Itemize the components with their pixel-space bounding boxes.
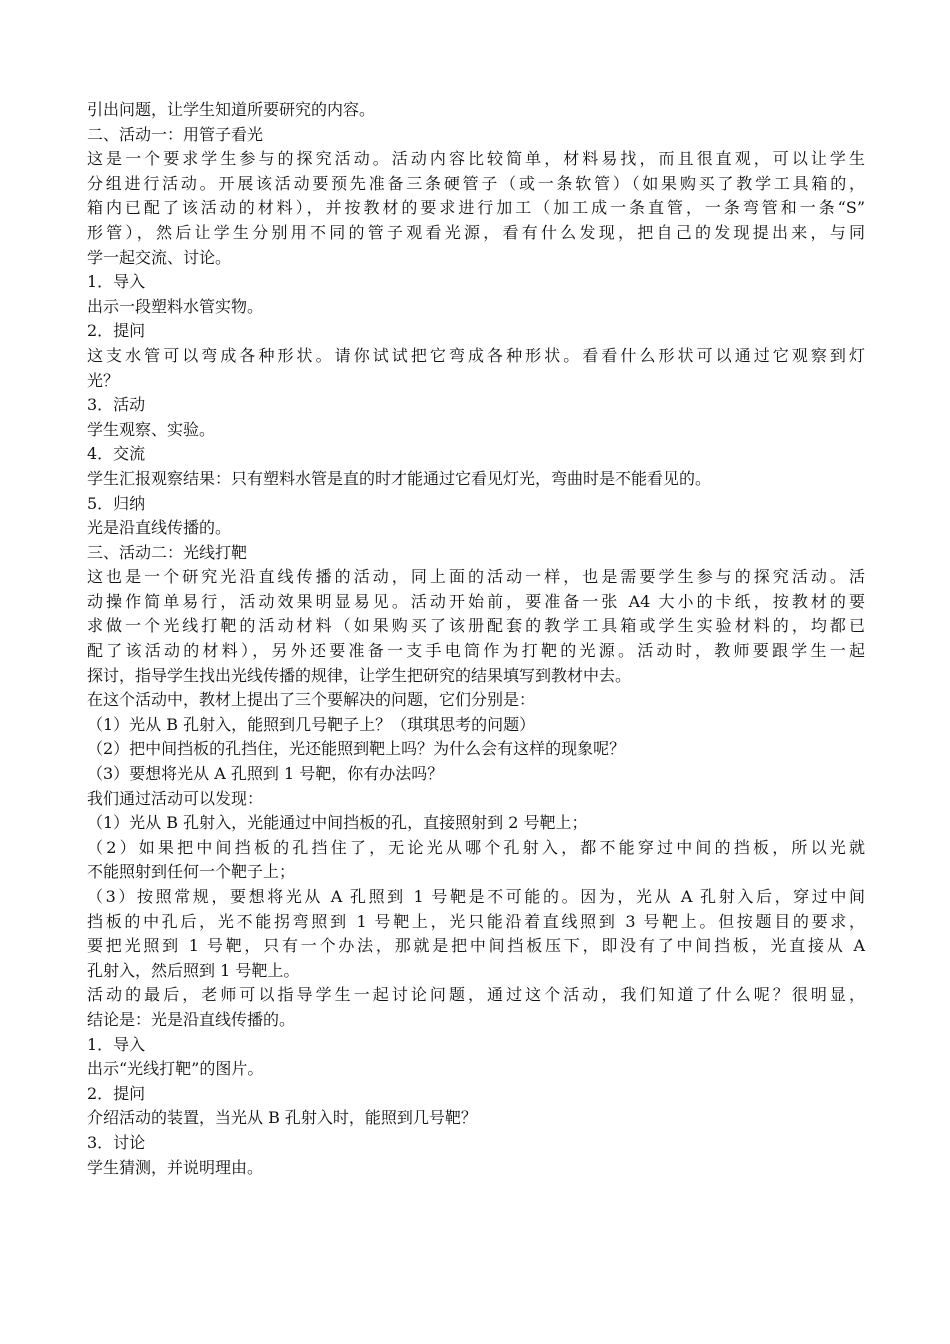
text-line: 这支水管可以弯成各种形状。请你试试把它弯成各种形状。看看什么形状可以通过它观察到灯 (87, 345, 865, 365)
text-line: 要把光照到 1 号靶，只有一个办法，那就是把中间挡板压下，即没有了中间挡板，光直接从 A (87, 936, 865, 956)
text-line: 2．提问 (87, 1083, 146, 1103)
text-line: 配了该活动的材料），另外还要准备一支手电筒作为打靶的光源。活动时，教师要跟学生一起 (87, 641, 865, 661)
text-line: 3．活动 (87, 395, 146, 415)
document-page (87, 98, 865, 1180)
text-line: 结论是：光是沿直线传播的。 (87, 1009, 296, 1029)
text-line: 1．导入 (87, 1034, 146, 1054)
text-line: 学一起交流、讨论。 (87, 247, 232, 267)
text-line: 出示一段塑料水管实物。 (87, 296, 264, 316)
text-line: 二、活动一：用管子看光 (87, 124, 264, 144)
text-line: 形管），然后让学生分别用不同的管子观看光源，看有什么发现，把自己的发现提出来，与同 (87, 222, 865, 242)
text-line: （3）要想将光从 A 孔照到 1 号靶，你有办法吗？ (87, 764, 444, 784)
text-line: （2）把中间挡板的孔挡住，光还能照到靶上吗？为什么会有这样的现象呢？ (87, 739, 626, 759)
text-line: 活动的最后，老师可以指导学生一起讨论问题，通过这个活动，我们知道了什么呢？很明显， (87, 985, 865, 1005)
text-line: 箱内已配了该活动的材料），并按教材的要求进行加工（加工成一条直管，一条弯管和一条“S” (87, 198, 865, 218)
text-line: 介绍活动的装置，当光从 B 孔射入时，能照到几号靶？ (87, 1108, 477, 1128)
text-line: 探讨，指导学生找出光线传播的规律，让学生把研究的结果填写到教材中去。 (87, 665, 632, 685)
text-line: 1．导入 (87, 272, 146, 292)
text-line: 不能照射到任何一个靶子上； (87, 862, 296, 882)
text-line: 学生汇报观察结果：只有塑料水管是直的时才能通过它看见灯光，弯曲时是不能看见的。 (87, 468, 712, 488)
text-line: （2）如果把中间挡板的孔挡住了，无论光从哪个孔射入，都不能穿过中间的挡板，所以光就 (87, 837, 865, 857)
text-line: （3）按照常规，要想将光从 A 孔照到 1 号靶是不可能的。因为，光从 A 孔射入后，穿过中间 (87, 887, 865, 906)
text-line: 2．提问 (87, 321, 146, 341)
text-line: 我们通过活动可以发现： (87, 788, 264, 808)
text-line: 求做一个光线打靶的活动材料（如果购买了该册配套的教学工具箱或学生实验材料的，均都已 (87, 616, 865, 636)
text-line: 引出问题，让学生知道所要研究的内容。 (87, 100, 376, 119)
text-line: 这是一个要求学生参与的探究活动。活动内容比较简单，材料易找，而且很直观，可以让学生 (87, 149, 865, 169)
text-line: 3．讨论 (87, 1132, 146, 1152)
text-line: 光是沿直线传播的。 (87, 518, 232, 538)
text-line: 学生猜测，并说明理由。 (87, 1157, 264, 1177)
text-line: 分组进行活动。开展该活动要预先准备三条硬管子（或一条软管）（如果购买了教学工具箱的， (87, 173, 865, 193)
text-line: 在这个活动中，教材上提出了三个要解决的问题，它们分别是： (87, 690, 536, 710)
text-line: 学生观察、实验。 (87, 419, 216, 439)
text-line: 孔射入，然后照到 1 号靶上。 (87, 960, 300, 980)
text-line: 挡板的中孔后，光不能拐弯照到 1 号靶上，光只能沿着直线照到 3 号靶上。但按题目的要求， (87, 911, 865, 931)
text-line: 三、活动二：光线打靶 (87, 542, 248, 562)
text-line: 出示“光线打靶”的图片。 (87, 1059, 264, 1079)
text-line: 4．交流 (87, 444, 146, 464)
text-line: 这也是一个研究光沿直线传播的活动，同上面的活动一样，也是需要学生参与的探究活动。活 (87, 567, 865, 587)
text-line: 5．归纳 (87, 493, 146, 513)
text-line: （1）光从 B 孔射入，能照到几号靶子上？（琪琪思考的问题） (87, 714, 536, 734)
text-line: 动操作简单易行，活动效果明显易见。活动开始前，要准备一张 A4 大小的卡纸，按教材的要 (87, 591, 865, 611)
text-line: 光？ (87, 370, 120, 390)
text-line: （1）光从 B 孔射入，光能通过中间挡板的孔，直接照射到 2 号靶上； (87, 813, 588, 833)
